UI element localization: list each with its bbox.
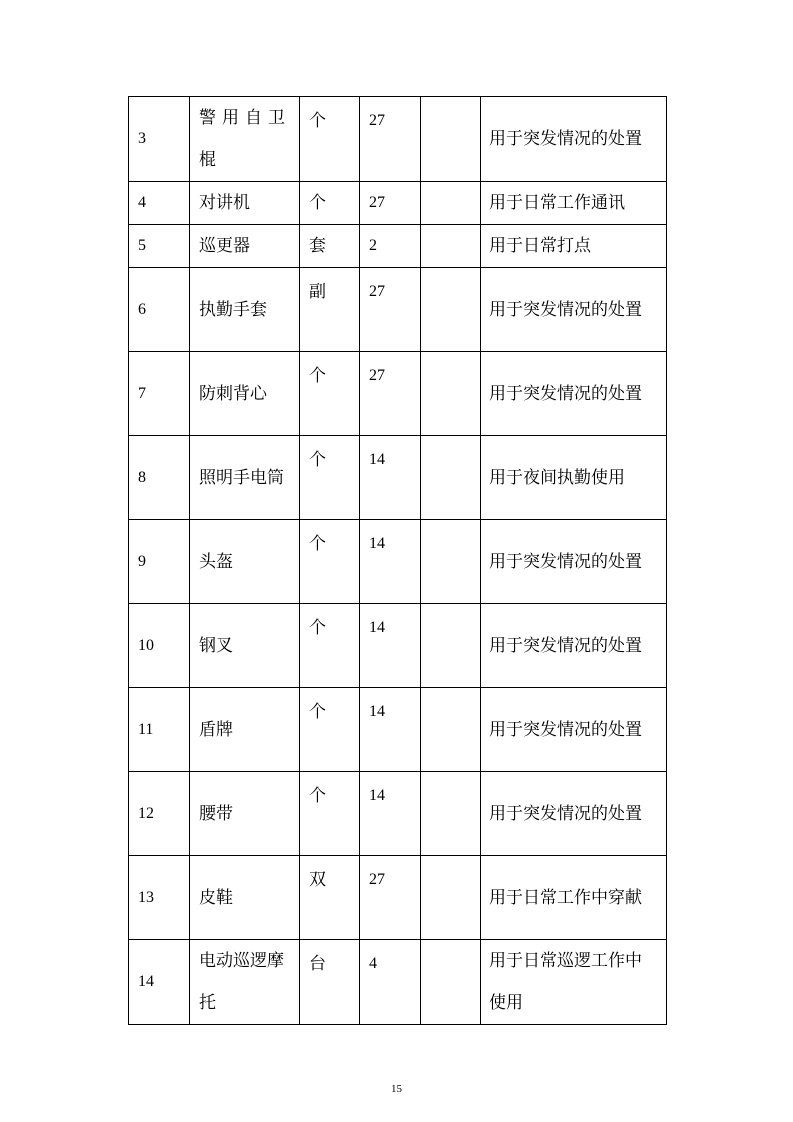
item-name: 执勤手套 — [190, 268, 300, 352]
table-row — [129, 940, 667, 1025]
table-row — [129, 97, 667, 182]
equipment-table — [128, 96, 667, 1025]
item-description: 用于突发情况的处置 — [481, 352, 667, 436]
item-quantity: 27 — [360, 182, 421, 225]
item-name: 腰带 — [190, 772, 300, 856]
item-quantity: 2 — [360, 225, 421, 268]
item-description: 用于突发情况的处置 — [481, 520, 667, 604]
item-unit: 个 — [300, 436, 360, 520]
table-row — [129, 436, 667, 520]
item-number: 5 — [129, 225, 190, 268]
item-number: 10 — [129, 604, 190, 688]
table-row — [129, 604, 667, 688]
item-blank-cell — [421, 688, 481, 772]
item-blank-cell — [421, 772, 481, 856]
item-quantity: 27 — [360, 268, 421, 352]
item-description: 用于夜间执勤使用 — [481, 436, 667, 520]
item-description: 用于突发情况的处置 — [481, 604, 667, 688]
item-number: 4 — [129, 182, 190, 225]
item-quantity: 27 — [360, 352, 421, 436]
item-description: 用于日常工作中穿献 — [481, 856, 667, 940]
item-name: 对讲机 — [190, 182, 300, 225]
item-name: 照明手电筒 — [190, 436, 300, 520]
item-blank-cell — [421, 352, 481, 436]
item-blank-cell — [421, 604, 481, 688]
table-row — [129, 520, 667, 604]
item-blank-cell — [421, 225, 481, 268]
item-description: 用于突发情况的处置 — [481, 772, 667, 856]
item-number: 8 — [129, 436, 190, 520]
item-unit: 副 — [300, 268, 360, 352]
item-name: 警用自卫棍 — [190, 97, 300, 182]
item-quantity: 4 — [360, 940, 421, 1025]
item-description: 用于突发情况的处置 — [481, 97, 667, 182]
item-unit: 个 — [300, 352, 360, 436]
item-description: 用于日常工作通讯 — [481, 182, 667, 225]
item-unit: 个 — [300, 772, 360, 856]
table-row — [129, 225, 667, 268]
item-number: 11 — [129, 688, 190, 772]
item-number: 14 — [129, 940, 190, 1025]
item-unit: 双 — [300, 856, 360, 940]
item-description: 用于突发情况的处置 — [481, 268, 667, 352]
page-number: 15 — [391, 1083, 402, 1095]
item-blank-cell — [421, 97, 481, 182]
item-quantity: 27 — [360, 97, 421, 182]
item-name: 巡更器 — [190, 225, 300, 268]
item-number: 12 — [129, 772, 190, 856]
item-blank-cell — [421, 182, 481, 225]
item-name: 防刺背心 — [190, 352, 300, 436]
table-row — [129, 268, 667, 352]
item-blank-cell — [421, 436, 481, 520]
item-quantity: 14 — [360, 604, 421, 688]
table-row — [129, 772, 667, 856]
item-blank-cell — [421, 268, 481, 352]
item-number: 3 — [129, 97, 190, 182]
item-quantity: 27 — [360, 856, 421, 940]
item-unit: 台 — [300, 940, 360, 1025]
table-row — [129, 352, 667, 436]
item-number: 13 — [129, 856, 190, 940]
item-unit: 个 — [300, 520, 360, 604]
item-unit: 个 — [300, 97, 360, 182]
equipment-table-body — [129, 97, 667, 1025]
item-number: 9 — [129, 520, 190, 604]
item-blank-cell — [421, 520, 481, 604]
item-name: 盾牌 — [190, 688, 300, 772]
table-row — [129, 856, 667, 940]
item-description: 用于日常打点 — [481, 225, 667, 268]
item-blank-cell — [421, 856, 481, 940]
table-row — [129, 688, 667, 772]
item-name: 钢叉 — [190, 604, 300, 688]
item-unit: 个 — [300, 688, 360, 772]
item-quantity: 14 — [360, 772, 421, 856]
item-unit: 套 — [300, 225, 360, 268]
item-name: 头盔 — [190, 520, 300, 604]
item-unit: 个 — [300, 604, 360, 688]
item-unit: 个 — [300, 182, 360, 225]
table-row — [129, 182, 667, 225]
item-quantity: 14 — [360, 520, 421, 604]
item-description: 用于日常巡逻工作中使用 — [481, 940, 667, 1025]
item-name: 皮鞋 — [190, 856, 300, 940]
item-quantity: 14 — [360, 436, 421, 520]
item-number: 7 — [129, 352, 190, 436]
item-blank-cell — [421, 940, 481, 1025]
item-name: 电动巡逻摩托 — [190, 940, 300, 1025]
item-number: 6 — [129, 268, 190, 352]
item-description: 用于突发情况的处置 — [481, 688, 667, 772]
item-quantity: 14 — [360, 688, 421, 772]
